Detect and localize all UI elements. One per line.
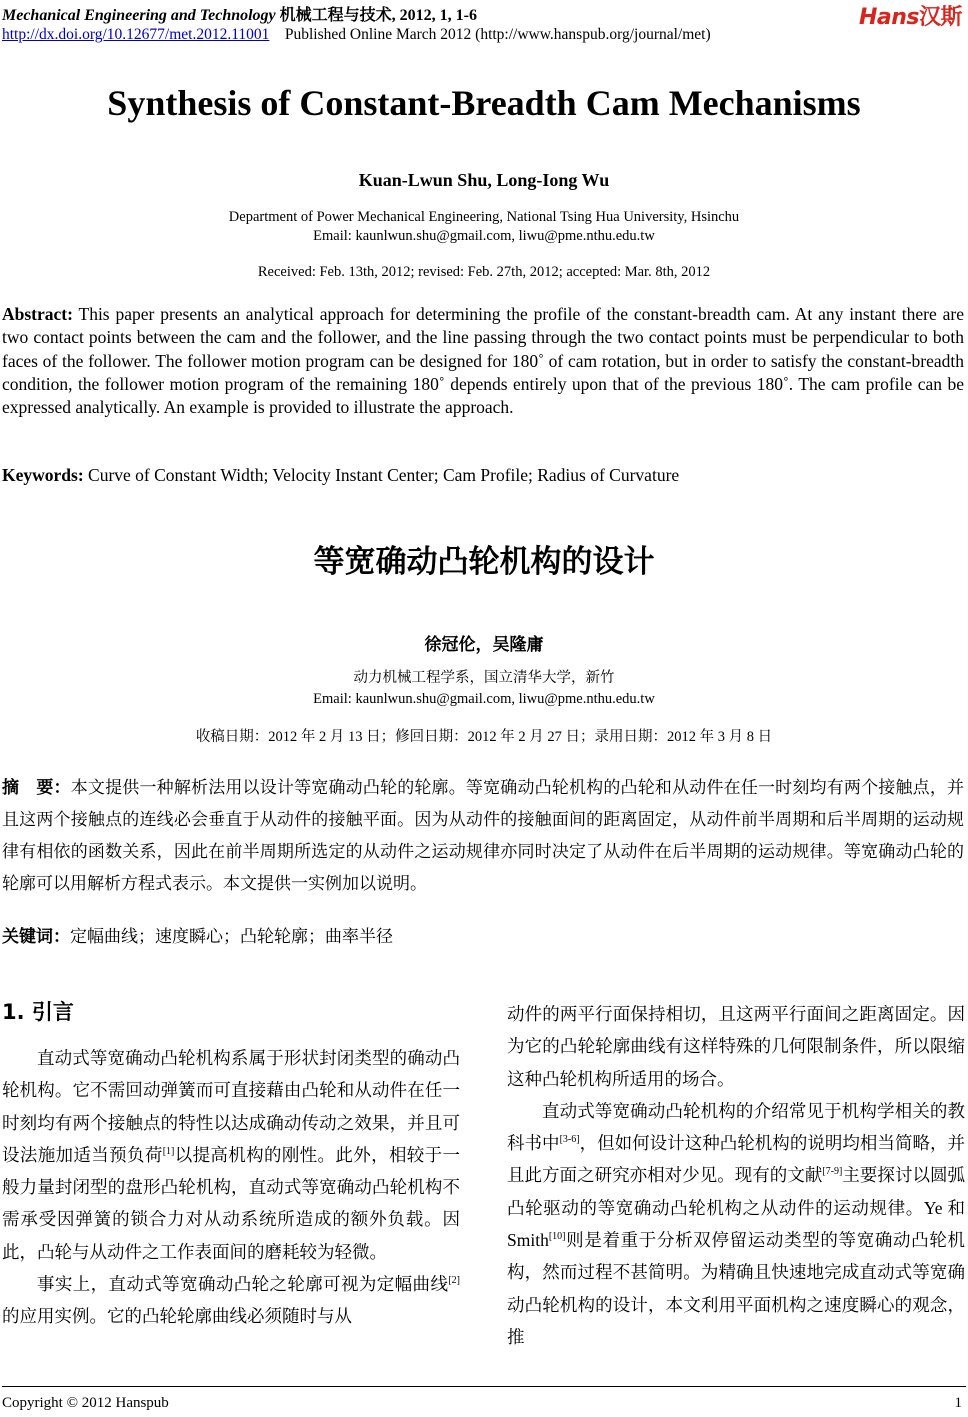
abstract-cn bbox=[2, 772, 964, 900]
keywords-cn-text: 定幅曲线；速度瞬心；凸轮轮廓；曲率半径 bbox=[70, 927, 393, 946]
paper-title-cn: 等宽确动凸轮机构的设计 bbox=[313, 544, 655, 580]
received-dates-cn: 收稿日期：2012 年 2 月 13 日；修回日期：2012 年 2 月 27 日；录用日期：2012 年 3 月 8 日 bbox=[195, 729, 773, 745]
keywords-en bbox=[2, 465, 679, 486]
received-dates: Received: Feb. 13th, 2012; revised: Feb. 27th, 2012; accepted: Mar. 8th, 2012 bbox=[257, 264, 711, 280]
published-online: Published Online March 2012 (http://www.hanspub.org/journal/met) bbox=[284, 26, 711, 43]
abstract-en bbox=[2, 303, 964, 419]
abstract-cn-text: 本文提供一种解析法用以设计等宽确动凸轮的轮廓。等宽确动凸轮机构的凸轮和从动件在任一时刻均有两个接触点，并且这两个接触点的连线必会垂直于从动件的接触平面。因为从动件的接触面间的距离固定，从动件前半周期和后半周期的运动规律有相依的函数关系，因此在前半周期所选定的从动件之运动规律亦同时决定了从动件在后半周期的运动规律。等宽确动凸轮的轮廓可以用解析方程式表示。本文提供一实例加以说明。 bbox=[2, 778, 965, 893]
doi-line bbox=[2, 26, 711, 44]
journal-header bbox=[2, 2, 477, 25]
citation-ref[interactable]: [10] bbox=[548, 1231, 566, 1243]
keywords-label: Keywords: bbox=[2, 465, 84, 485]
keywords-cn-label: 关键词： bbox=[2, 927, 70, 947]
affiliation: Department of Power Mechanical Engineering, National Tsing Hua University, Hsinchu bbox=[228, 209, 740, 225]
abstract-text: This paper presents an analytical approach for determining the profile of the constant-breadth cam. At any instant there are two contact points between the cam and the follower, and the line passing through the two contact points must be perpendicular to both faces of the follower. The follower motion program can be designed for 180˚ of cam rotation, but in order to satisfy the constant-breadth condition, the follower motion program of the remaining 180˚ depends entirely upon that of the previous 180˚. The cam profile can be expressed analytically. An example is provided to illustrate the approach. bbox=[2, 304, 964, 418]
journal-name-cn: 机械工程与技术 bbox=[279, 7, 392, 24]
journal-name-en: Mechanical Engineering and Technology bbox=[2, 7, 276, 24]
keywords-text: Curve of Constant Width; Velocity Instant Center; Cam Profile; Radius of Curvature bbox=[83, 465, 680, 485]
email: Email: kaunlwun.shu@gmail.com, liwu@pme.nthu.edu.tw bbox=[313, 228, 655, 244]
paper-title: Synthesis of Constant-Breadth Cam Mechanisms bbox=[107, 83, 861, 123]
hanspub-logo bbox=[859, 0, 962, 31]
logo-hans: Hans bbox=[858, 5, 919, 30]
footer-divider bbox=[2, 1386, 966, 1387]
doi-link[interactable]: http://dx.doi.org/10.12677/met.2012.11001 bbox=[2, 26, 270, 43]
authors: Kuan-Lwun Shu, Long-Iong Wu bbox=[358, 170, 610, 190]
paragraph: 动件的两平行面保持相切，且这两平行面间之距离固定。因为它的凸轮轮廓曲线有这样特殊的几何限制条件，所以限缩这种凸轮机构所适用的场合。 bbox=[507, 1004, 965, 1089]
section-heading-introduction: 1. 引言 bbox=[2, 1000, 74, 1024]
affiliation-cn: 动力机械工程学系，国立清华大学，新竹 bbox=[353, 670, 615, 686]
journal-issue: , 2012, 1, 1-6 bbox=[391, 7, 477, 24]
keywords-cn bbox=[2, 922, 393, 947]
authors-cn: 徐冠伦，吴隆庸 bbox=[424, 635, 544, 655]
paragraph: 直动式等宽确动凸轮机构系属于形状封闭类型的确动凸轮机构。它不需回动弹簧而可直接藉由凸轮和从动件在任一时刻均有两个接触点的特性以达成确动传动之效果，并且可设法施加适当预负荷[1]以提高机构的刚性。此外，相较于一般力量封闭型的盘形凸轮机构，直动式等宽确动凸轮机构不需承受因弹簧的锁合力对从动系统所造成的额外负载。因此，凸轮与从动件之工作表面间的磨耗较为轻微。 bbox=[2, 1048, 461, 1262]
citation-ref[interactable]: [2] bbox=[448, 1275, 460, 1287]
citation-ref[interactable]: [1] bbox=[162, 1146, 175, 1158]
email-cn: Email: kaunlwun.shu@gmail.com, liwu@pme.nthu.edu.tw bbox=[313, 691, 655, 707]
citation-ref[interactable]: [3-6] bbox=[559, 1134, 580, 1146]
right-column bbox=[507, 998, 965, 1353]
paragraph: 事实上，直动式等宽确动凸轮之轮廓可视为定幅曲线[2]的应用实例。它的凸轮轮廓曲线必须随时与从 bbox=[2, 1274, 460, 1327]
citation-ref[interactable]: [7-9] bbox=[822, 1166, 843, 1178]
abstract-cn-label: 摘 要： bbox=[2, 778, 71, 798]
paragraph: 直动式等宽确动凸轮机构的介绍常见于机构学相关的教科书中[3-6]，但如何设计这种凸轮机构的说明均相当简略，并且此方面之研究亦相对少见。现有的文献[7-9]主要探讨以圆弧凸轮驱动的等宽确动凸轮机构之从动件的运动规律。Ye 和 Smith[10]则是着重于分析双停留运动类型的等宽确动凸轮机构，然而过程不甚简明。为精确且快速地完成直动式等宽确动凸轮机构的设计，本文利用平面机构之速度瞬心的观念，推 bbox=[507, 1100, 966, 1347]
page-number: 1 bbox=[954, 1395, 962, 1411]
left-column bbox=[2, 1042, 460, 1333]
footer-copyright: Copyright © 2012 Hanspub bbox=[2, 1395, 169, 1411]
abstract-label: Abstract: bbox=[2, 304, 73, 324]
logo-cn: 汉斯 bbox=[918, 5, 962, 30]
